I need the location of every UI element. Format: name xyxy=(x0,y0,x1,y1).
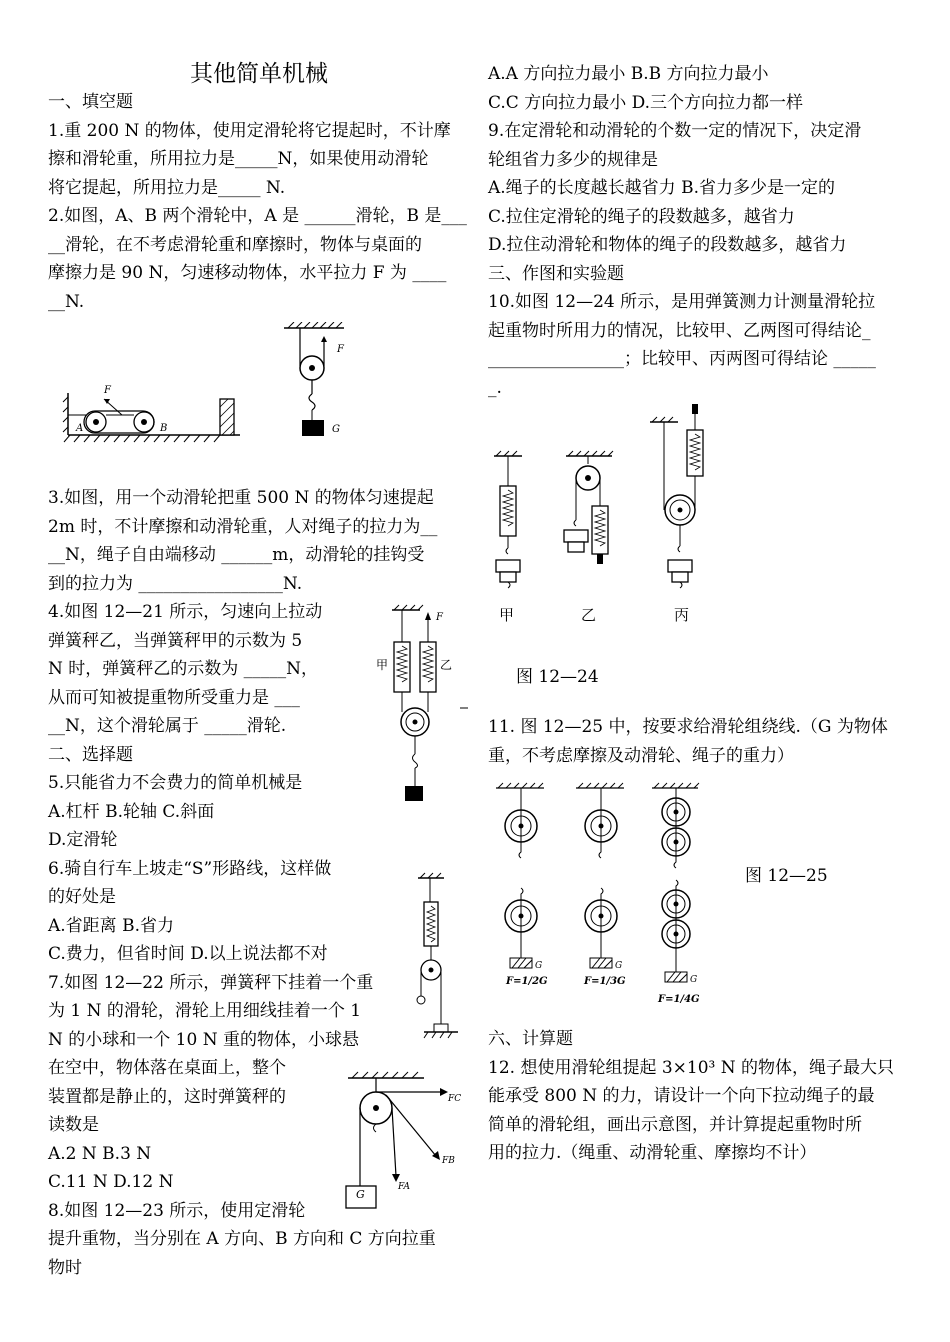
text-line: 弹簧秤乙，当弹簧秤甲的示数为 5 xyxy=(48,630,303,651)
fig-12-24-label-yi: 乙 xyxy=(581,606,597,624)
option-line: A.A 方向拉力最小 B.B 方向拉力最小 xyxy=(488,64,769,84)
text-line: 6.骑自行车上坡走“S”形路线，这样做 xyxy=(48,858,332,879)
text-line: 2.如图，A、B 两个滑轮中，A 是 ______滑轮，B 是___ xyxy=(48,206,467,226)
fig-12-25-formula-1: F=1/2G xyxy=(506,976,548,987)
fig-12-21-label-jia: 甲 xyxy=(376,658,389,672)
text-line: 12. 想使用滑轮组提起 3×10³ N 的物体，绳子最大只 xyxy=(488,1057,895,1078)
fig-12-24-label-jia: 甲 xyxy=(499,606,515,624)
text-line: 将它提起，所用拉力是_____ N. xyxy=(48,177,286,198)
text-line: _. xyxy=(488,377,502,398)
text-line: 8.如图 12—23 所示，使用定滑轮 xyxy=(48,1200,306,1221)
left-column-q3 xyxy=(48,484,470,598)
section-heading: 一、填空题 xyxy=(48,92,133,112)
text-line: 重，不考虑摩擦及动滑轮、绳子的重力） xyxy=(488,745,794,766)
text-line: N 的小球和一个 10 N 重的物体，小球悬 xyxy=(48,1029,359,1050)
option-line: A.绳子的长度越长越省力 B.省力多少是一定的 xyxy=(488,178,835,198)
text-line: 9.在定滑轮和动滑轮的个数一定的情况下，决定滑 xyxy=(488,121,862,141)
text-line: 在空中，物体落在桌面上，整个 xyxy=(48,1058,286,1078)
text-line: 提升重物，当分别在 A 方向、B 方向和 C 方向拉重 xyxy=(48,1229,436,1249)
svg-text:G: G xyxy=(690,975,698,985)
fig-12-21-label-F: F xyxy=(436,612,443,623)
option-line: A.省距离 B.省力 xyxy=(48,915,174,936)
fig-12-23 xyxy=(340,1068,470,1218)
text-line: 为 1 N 的滑轮，滑轮上用细线挂着一个 1 xyxy=(48,1001,362,1021)
option-line: C.拉住定滑轮的绳子的段数越多，越省力 xyxy=(488,206,795,227)
page-title: 其他简单机械 xyxy=(190,61,328,87)
fig-12-25-formula-3: F=1/4G xyxy=(658,994,700,1005)
text-line: 10.如图 12—24 所示，是用弹簧测力计测量滑轮拉 xyxy=(488,292,876,312)
right-column-top xyxy=(488,60,910,402)
text-line: 5.只能省力不会费力的简单机械是 xyxy=(48,773,303,793)
option-line: C.C 方向拉力最小 D.三个方向拉力都一样 xyxy=(488,92,804,113)
text-line: 物时 xyxy=(48,1257,82,1278)
fig-12-24-label-bing: 丙 xyxy=(674,606,690,624)
section-heading: 三、作图和实验题 xyxy=(488,263,624,284)
option-line: C.费力，但省时间 D.以上说法都不对 xyxy=(48,944,328,964)
left-column-part1 xyxy=(48,88,470,316)
q3-label-G: G xyxy=(332,424,340,435)
text-line: 1.重 200 N 的物体，使用定滑轮将它提起时，不计摩 xyxy=(48,120,451,141)
text-line: 起重物时所用力的情况，比较甲、乙两图可得结论_ xyxy=(488,320,871,341)
option-line: A.2 N B.3 N xyxy=(48,1143,152,1164)
text-line: 简单的滑轮组，画出示意图，并计算提起重物时所 xyxy=(488,1114,862,1135)
q2-label-F: F xyxy=(104,385,111,396)
svg-text:G: G xyxy=(535,961,543,971)
q2-label-B: B xyxy=(160,423,168,434)
text-line: N 时，弹簧秤乙的示数为 _____N， xyxy=(48,659,319,679)
text-line: 3.如图，用一个动滑轮把重 500 N 的物体匀速提起 xyxy=(48,488,434,508)
right-column-q12 xyxy=(488,1025,910,1168)
q2-label-A: A xyxy=(76,423,84,434)
fig-12-22 xyxy=(410,872,460,1042)
q3-figure xyxy=(280,322,350,442)
text-line: 11. 图 12—25 中，按要求给滑轮组绕线.（G 为物体 xyxy=(488,717,888,737)
text-line: __N. xyxy=(48,291,85,312)
text-line: ________________；比较甲、丙两图可得结论 _____ xyxy=(488,349,876,369)
option-line: C.11 N D.12 N xyxy=(48,1172,174,1192)
text-line: 轮组省力多少的规律是 xyxy=(488,149,658,170)
text-line: __N，这个滑轮属于 _____滑轮. xyxy=(48,716,287,736)
fig-12-24-caption: 图 12—24 xyxy=(516,667,599,687)
text-line: 2m 时，不计摩擦和动滑轮重，人对绳子的拉力为__ xyxy=(48,516,438,537)
fig-12-23-label-FA: FA xyxy=(398,1182,410,1192)
section-heading: 六、计算题 xyxy=(488,1029,573,1049)
q2-figure xyxy=(62,385,242,445)
text-line: 7.如图 12—22 所示，弹簧秤下挂着一个重 xyxy=(48,972,374,993)
text-line: 到的拉力为 _________________N. xyxy=(48,573,303,594)
right-column-q11 xyxy=(488,713,910,770)
svg-text:G: G xyxy=(615,961,623,971)
text-line: 4.如图 12—21 所示，匀速向上拉动 xyxy=(48,602,323,622)
text-line: 擦和滑轮重，所用拉力是_____N，如果使用动滑轮 xyxy=(48,149,429,169)
option-line: D.定滑轮 xyxy=(48,830,118,850)
option-line: D.拉住动滑轮和物体的绳子的段数越多，越省力 xyxy=(488,235,847,255)
text-line: 读数是 xyxy=(48,1115,99,1135)
text-line: 从而可知被提重物所受重力是 ___ xyxy=(48,687,300,708)
text-line: __滑轮，在不考虑滑轮重和摩擦时，物体与桌面的 xyxy=(48,234,422,255)
fig-12-21 xyxy=(372,604,472,804)
text-line: __N，绳子自由端移动 ______m，动滑轮的挂钩受 xyxy=(48,545,425,565)
fig-12-25-caption: 图 12—25 xyxy=(745,866,828,886)
q3-label-F: F xyxy=(337,344,344,355)
option-line: A.杠杆 B.轮轴 C.斜面 xyxy=(48,801,215,822)
fig-12-23-label-FB: FB xyxy=(442,1156,455,1166)
text-line: 能承受 800 N 的力，请设计一个向下拉动绳子的最 xyxy=(488,1086,875,1106)
text-line: 的好处是 xyxy=(48,887,116,907)
text-line: 用的拉力.（绳重、动滑轮重、摩擦均不计） xyxy=(488,1143,817,1163)
section-heading: 二、选择题 xyxy=(48,744,133,765)
fig-12-21-label-yi: 乙 xyxy=(440,658,453,672)
fig-12-24 xyxy=(488,400,728,600)
text-line: 装置都是静止的，这时弹簧秤的 xyxy=(48,1086,286,1107)
fig-12-23-label-G: G xyxy=(356,1188,365,1201)
fig-12-25-formula-2: F=1/3G xyxy=(584,976,626,987)
text-line: 摩擦力是 90 N，匀速移动物体，水平拉力 F 为 ____ xyxy=(48,263,447,283)
fig-12-23-label-FC: FC xyxy=(448,1094,462,1104)
fig-12-25 xyxy=(492,780,712,1020)
